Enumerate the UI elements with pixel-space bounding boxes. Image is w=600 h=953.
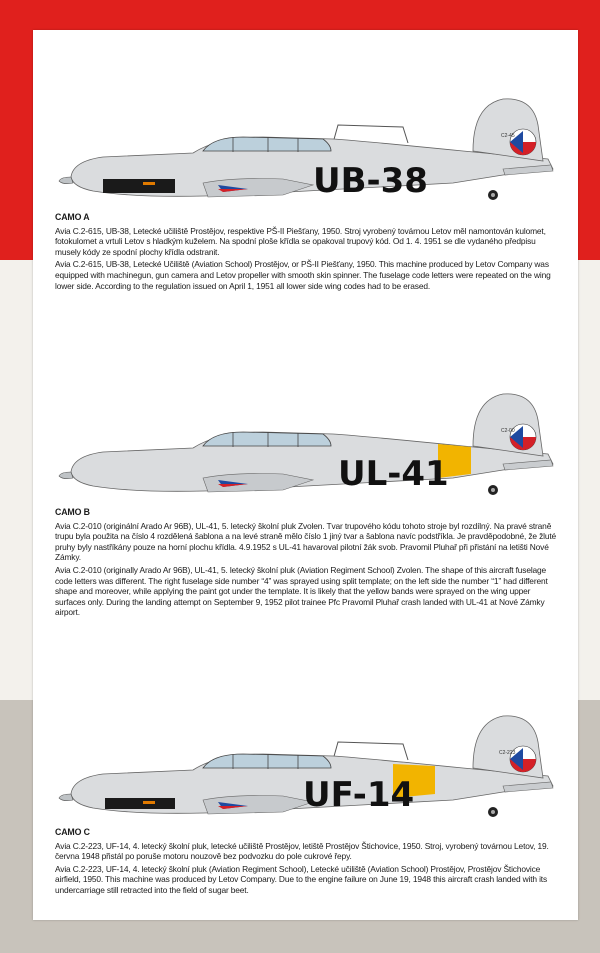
tail-code-c: C2-223 xyxy=(499,750,516,756)
camo-a-text-cz: Avia C.2-615, UB-38, Letecké učiliště Prostějov, respektive PŠ-II Piešťany, 1950. Stroj vyrobený továrnou Letov měl namontován kulomet, fotokulomet a vrtuli Letov s hladkým kuželem. Na spodní ploše křídla se opakoval trupový kód. Od 1. 4. 1951 se dle vydaného předpisu musely kódy ze spodní plochy křídla odstranit. xyxy=(55,225,546,257)
caption-camo-b xyxy=(55,507,560,620)
camo-c-text-en: Avia C.2-223, UF-14, 4. letecký školní pluk (Aviation Regiment School), Letecké učiliště (Aviation School) Prostějov, Prostějov Štichovice airfield, 1950. This machine was produced by Letov Company. Due to the engine failure on June 19, 1948 this aircraft crash landed with its undercarriage still retracted into the field of sugar beet. xyxy=(55,863,548,895)
aircraft-profile-a xyxy=(33,65,578,205)
fuselage-code-b: UL-41 xyxy=(338,454,449,494)
aircraft-profile-c xyxy=(33,682,578,822)
aircraft-profile-b xyxy=(33,360,578,500)
camo-a-text-en: Avia C.2-615, UB-38, Letecké Učiliště (Aviation School) Prostějov, or PŠ-II Piešťany, 1950. This machine produced by Letov Company was equipped with machinegun, gun camera and Letov propeller with smooth skin spinner. The fuselage code letters were repeated on the wing lower side. According to the regulation issued on April 1, 1951 all lower side wing codes had to be erased. xyxy=(55,259,551,291)
fuselage-code-c: UF-14 xyxy=(303,775,415,815)
camo-b-label: CAMO B xyxy=(55,507,90,517)
instruction-sheet xyxy=(33,30,578,920)
camo-b-text-cz: Avia C.2-010 (originální Arado Ar 96B), UL-41, 5. letecký školní pluk Zvolen. Tvar trupového kódu tohoto stroje byl rozdílný. Na pravé straně trupu byla použita na číslo 4 rozdělená šablona a na levé straně mělo číslo 1 jiný tvar a šablona navíc podstříkla. Je pravděpodobné, že žluté pruhy byly nastříkány pouze na horní plochu křídla. 4.9.1952 s UL-41 havaroval pilotní žák svob. Pravomil Pluhař při přistání na letišti Nové Zámky. xyxy=(55,520,557,563)
fuselage-code-a: UB-38 xyxy=(313,161,428,201)
camo-a-label: CAMO A xyxy=(55,212,90,222)
caption-camo-a xyxy=(55,212,560,293)
camo-c-label: CAMO C xyxy=(55,827,90,837)
tail-code-a: C2-45 xyxy=(501,133,515,139)
caption-camo-c xyxy=(55,827,560,898)
camo-c-text-cz: Avia C.2-223, UF-14, 4. letecký školní pluk, letecké učiliště Prostějov, letiště Prostějov Štichovice, 1950. Stroj, vyrobený továrnou Letov, 19. června 1948 přistál po poruše motoru nouzově bez podvozku do pole cukrové řepy. xyxy=(55,840,549,862)
tail-code-b: C2-00 xyxy=(501,428,515,434)
camo-b-text-en: Avia C.2-010 (originally Arado Ar 96B), UL-41, 5. letecký školní pluk (Aviation Regiment School) Zvolen. The shape of this aircraft fuselage code letters was different. The right fuselage side number “4” was sprayed using split template; on the left side the number “1” had different shape and moreover, while applying the paint got under the template. It is likely that the yellow bands were sprayed on the wing upper surfaces only. During the landing attempt on September 9, 1952 pilot trainee Pfc Pravomil Pluhař crash landed with UL-41 at Nové Zámky airport. xyxy=(55,564,548,618)
